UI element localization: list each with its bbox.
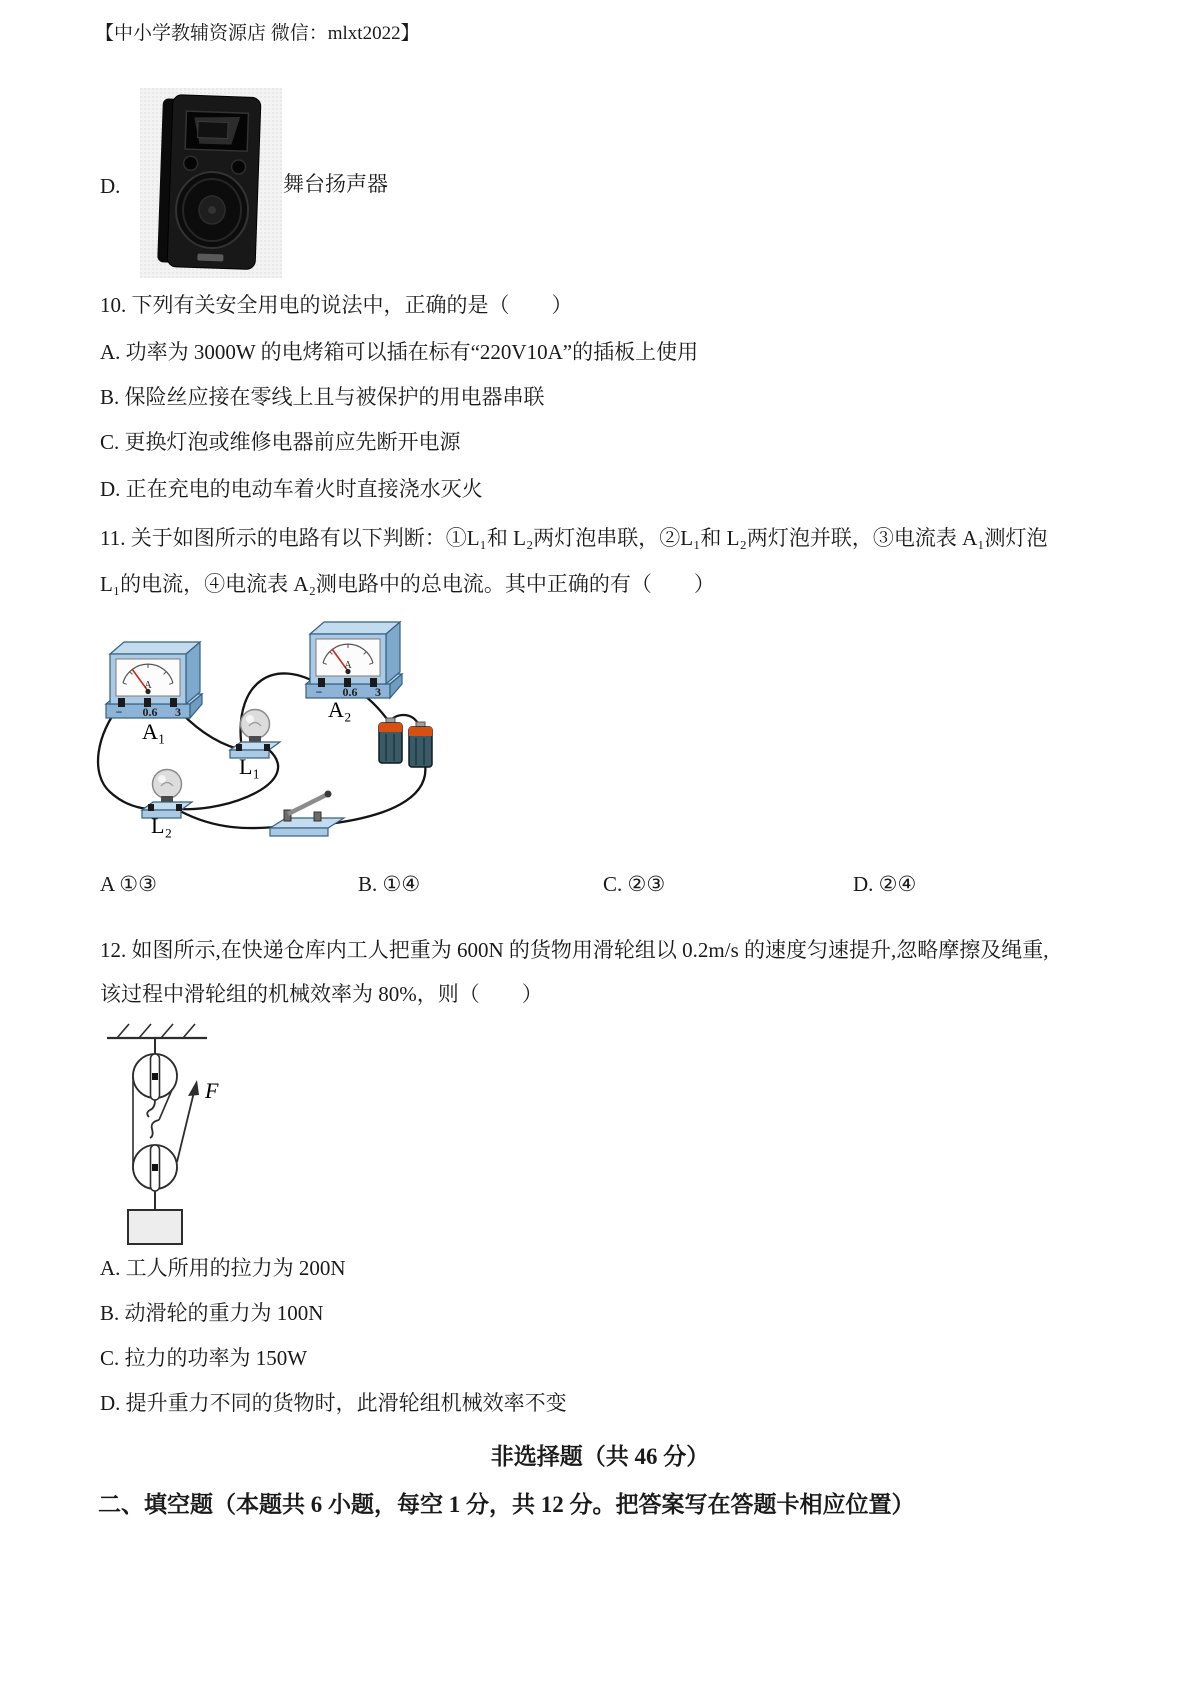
q12-option-d: D. 提升重力不同的货物时，此滑轮组机械效率不变 xyxy=(100,1391,567,1415)
force-label: F xyxy=(205,1078,219,1103)
q12-option-b: B. 动滑轮的重力为 100N xyxy=(100,1301,324,1325)
speaker-image xyxy=(140,88,282,278)
q12-option-a: A. 工人所用的拉力为 200N xyxy=(100,1256,346,1280)
speaker-caption: 舞台扬声器 xyxy=(283,172,388,196)
lamp-l1 xyxy=(230,710,280,759)
wire-l2-to-switch xyxy=(180,811,285,828)
moving-pulley-bolt xyxy=(152,1164,158,1171)
q10-option-c: C. 更换灯泡或维修电器前应先断开电源 xyxy=(100,430,461,454)
fixed-pulley-hook xyxy=(147,1100,155,1117)
lamp-l2 xyxy=(142,770,192,819)
label-a1: A₁ xyxy=(142,719,166,744)
option-d-label: D. xyxy=(100,174,121,198)
q11-option-b: B. ①④ xyxy=(358,872,421,896)
wire-switch-to-battery xyxy=(319,764,425,825)
q12-stem-line1: 12. 如图所示,在快递仓库内工人把重为 600N 的货物用滑轮组以 0.2m/s 的速度匀速提升,忽略摩擦及绳重, xyxy=(100,938,1049,962)
speaker-cabinet xyxy=(157,94,261,269)
q11-option-c: C. ②③ xyxy=(603,872,666,896)
label-l2: L₂ xyxy=(151,813,173,838)
ceiling-hatching xyxy=(107,1024,207,1038)
q10-option-d: D. 正在充电的电动车着火时直接浇水灭火 xyxy=(100,477,483,501)
fixed-pulley-bolt xyxy=(152,1073,158,1080)
speaker-figure xyxy=(140,88,282,278)
speaker-port-right xyxy=(231,160,245,174)
fill-in-heading: 二、填空题（本题共 6 小题，每空 1 分，共 12 分。把答案写在答题卡相应位置） xyxy=(98,1492,915,1517)
q11-options-row xyxy=(0,872,1200,902)
q11-option-d: D. ②④ xyxy=(853,872,917,896)
q11-stem-line2: L₁的电流，④电流表 A₂测电路中的总电流。其中正确的有（ ） xyxy=(100,572,715,596)
pulley-diagram-image xyxy=(95,1012,245,1247)
label-l1: L₁ xyxy=(239,754,261,779)
battery-pack xyxy=(379,715,432,767)
q10-option-b: B. 保险丝应接在零线上且与被保护的用电器串联 xyxy=(100,385,545,409)
speaker-port-left xyxy=(183,156,197,170)
q10-stem: 10. 下列有关安全用电的说法中，正确的是（ ） xyxy=(100,293,573,317)
section-title: 非选择题（共 46 分） xyxy=(490,1444,710,1469)
load-box xyxy=(128,1210,182,1244)
q12-option-c: C. 拉力的功率为 150W xyxy=(100,1346,308,1370)
ammeter-a2 xyxy=(306,622,402,699)
speaker-logo xyxy=(197,254,223,262)
watermark-header: 【中小学教辅资源店 微信：mlxt2022】 xyxy=(95,23,420,44)
q12-stem-line2: 该过程中滑轮组的机械效率为 80%，则（ ） xyxy=(100,982,543,1006)
circuit-switch xyxy=(270,791,344,837)
ammeter-a1 xyxy=(106,642,202,719)
force-arrow-line xyxy=(177,1092,194,1162)
q11-option-a: A ①③ xyxy=(100,872,157,896)
moving-pulley-hook xyxy=(150,1120,159,1138)
q12-pulley-figure xyxy=(95,1012,245,1247)
q10-option-a: A. 功率为 3000W 的电烤箱可以插在标有“220V10A”的插板上使用 xyxy=(100,340,699,364)
circuit-diagram-image: − A₁ A₂ L₁ L₂ xyxy=(92,612,464,860)
force-arrow-head xyxy=(188,1080,199,1096)
q11-circuit-figure xyxy=(92,612,464,860)
q11-stem-line1: 11. 关于如图所示的电路有以下判断：①L₁和 L₂两灯泡串联，②L₁和 L₂两灯泡并联，③电流表 A₁测灯泡 xyxy=(100,526,1048,550)
label-a2: A₂ xyxy=(328,697,352,722)
